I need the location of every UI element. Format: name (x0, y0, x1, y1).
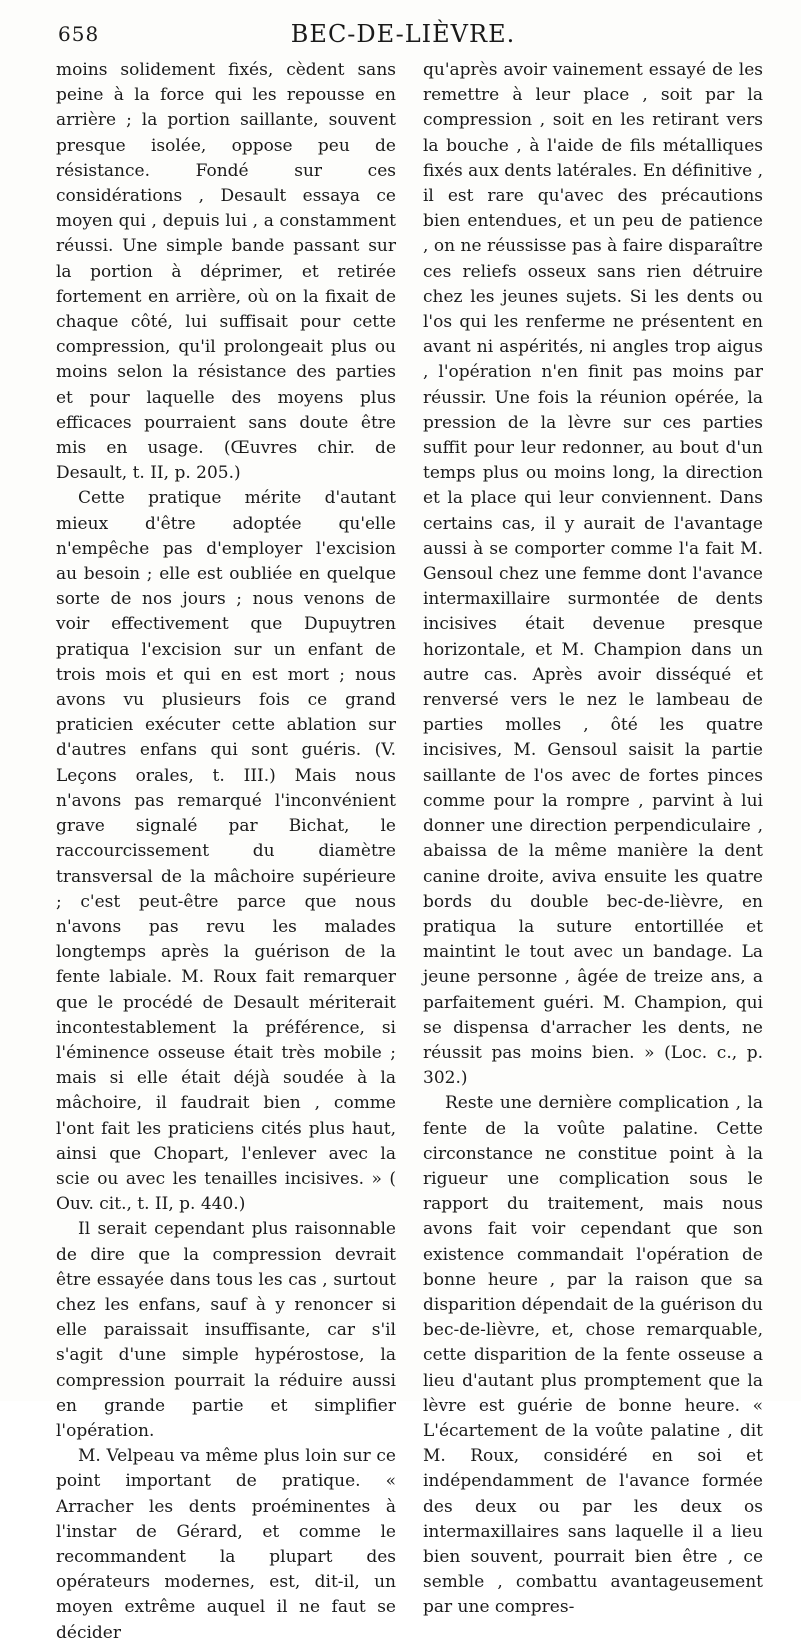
paragraph: Il serait cependant plus raisonnable de dire que la compression devrait être essayée dans tous les cas , surtout chez les enfans, sauf à y renoncer si elle paraissait insuffisante, car s'il s'agit d'une simple hypérostose, la compression pourrait la réduire aussi en grande partie et simplifier l'opération. (56, 1219, 396, 1441)
page-number: 658 (58, 22, 100, 46)
paragraph: M. Velpeau va même plus loin sur ce point important de pratique. « Arracher les dents proéminentes à l'instar de Gérard, et comme le recommandent la plupart des opérateurs modernes, est, dit-il, un moyen extrême auquel il ne faut se décider (56, 1446, 396, 1643)
page-header (58, 20, 748, 54)
left-column (56, 58, 396, 1646)
right-column (423, 58, 763, 1621)
paragraph: Reste une dernière complication , la fente de la voûte palatine. Cette circonstance ne constitue point à la rigueur une complication sous le rapport du traitement, mais nous avons fait voir cependant que son existence commandait l'opération de bonne heure , par la raison que sa disparition dépendait de la guérison du bec-de-lièvre, et, chose remarquable, cette disparition de la fente osseuse a lieu d'autant plus promptement que la lèvre est guérie de bonne heure. « L'écartement de la voûte palatine , dit M. Roux, considéré en soi et indépendamment de l'avance formée des deux ou par les deux os intermaxillaires sans laquelle il a lieu bien souvent, pourrait bien être , ce semble , combattu avantageusement par une compres- (423, 1093, 763, 1618)
paragraph: Cette pratique mérite d'autant mieux d'être adoptée qu'elle n'empêche pas d'employer l'excision au besoin ; elle est oubliée en quelque sorte de nos jours ; nous venons de voir effectivement que Dupuytren pratiqua l'excision sur un enfant de trois mois et qui en est mort ; nous avons vu plusieurs fois ce grand praticien exécuter cette ablation sur d'autres enfans qui sont guéris. (V. Leçons orales, t. III.) Mais nous n'avons pas remarqué l'inconvénient grave signalé par Bichat, le raccourcissement du diamètre transversal de la mâchoire supérieure ; c'est peut-être parce que nous n'avons pas revu les malades longtemps après la guérison de la fente labiale. M. Roux fait remarquer que le procédé de Desault mériterait incontestablement la préférence, si l'éminence osseuse était très mobile ; mais si elle était déjà soudée à la mâchoire, il faudrait bien , comme l'ont fait les praticiens cités plus haut, ainsi que Chopart, l'enlever avec la scie ou avec les tenailles incisives. » ( Ouv. cit., t. II, p. 440.) (56, 488, 396, 1215)
paragraph: qu'après avoir vainement essayé de les remettre à leur place , soit par la compression , soit en les retirant vers la bouche , à l'aide de fils métalliques fixés aux dents latérales. En définitive , il est rare qu'avec des précautions bien entendues, et un peu de patience , on ne réussisse pas à faire disparaître ces reliefs osseux sans rien détruire chez les jeunes sujets. Si les dents ou l'os qui les renferme ne présentent en avant ni aspérités, ni angles trop aigus , l'opération n'en finit pas moins par réussir. Une fois la réunion opérée, la pression de la lèvre sur ces parties suffit pour leur redonner, au bout d'un temps plus ou moins long, la direction et la place qui leur conviennent. Dans certains cas, il y aurait de l'avantage aussi à se comporter comme l'a fait M. Gensoul chez une femme dont l'avance intermaxillaire surmontée de dents incisives était devenue presque horizontale, et M. Champion dans un autre cas. Après avoir disséqué et renversé vers le nez le lambeau de parties molles , ôté les quatre incisives, M. Gensoul saisit la partie saillante de l'os avec de fortes pinces comme pour la rompre , parvint à lui donner une direction perpendiculaire , abaissa de la même manière la dent canine droite, aviva ensuite les quatre bords du double bec-de-lièvre, en pratiqua la suture entortillée et maintint le tout avec un bandage. La jeune personne , âgée de treize ans, a parfaitement guéri. M. Champion, qui se dispensa d'arracher les dents, ne réussit pas moins bien. » (Loc. c., p. 302.) (423, 60, 763, 1089)
running-title: BEC-DE-LIÈVRE. (290, 20, 516, 48)
paragraph: moins solidement fixés, cèdent sans peine à la force qui les repousse en arrière ; la portion saillante, souvent presque isolée, oppose peu de résistance. Fondé sur ces considérations , Desault essaya ce moyen qui , depuis lui , a constamment réussi. Une simple bande passant sur la portion à déprimer, et retirée fortement en arrière, où on la fixait de chaque côté, lui suffisait pour cette compression, qu'il prolongeait plus ou moins selon la résistance des parties et pour laquelle des moyens plus efficaces pourraient sans doute être mis en usage. (Œuvres chir. de Desault, t. II, p. 205.) (56, 60, 396, 484)
